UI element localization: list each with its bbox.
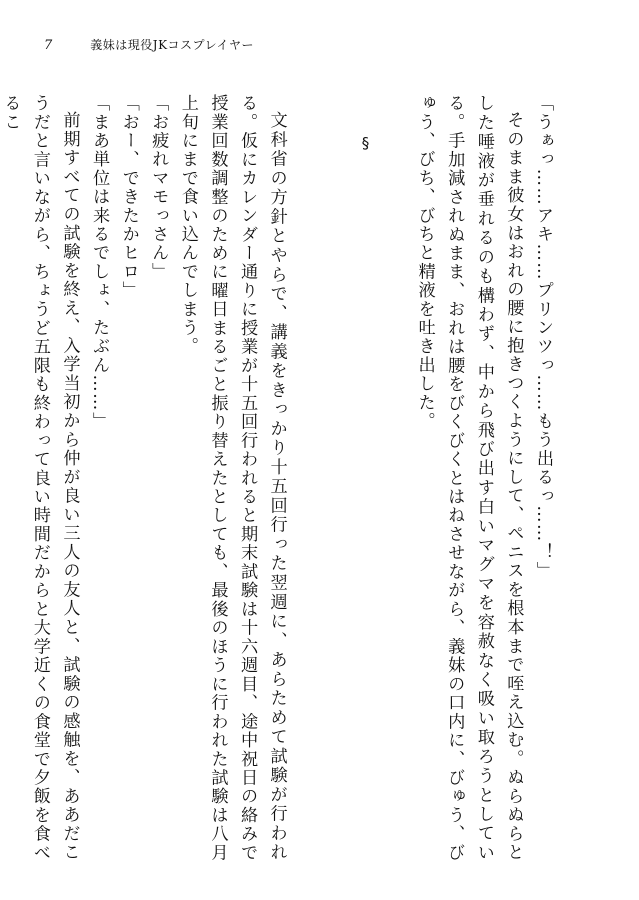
dialogue-line: 「お疲れマモっさん」 xyxy=(148,94,169,281)
page-number: 7 xyxy=(44,38,53,53)
narration-paragraph: そのまま彼女はおれの腰に抱きつくようにして、ペニスを根本まで咥え込む。ぬらぬらとした唾液が垂れるのも構わず、中から飛び出す白いマグマを容赦なく吸い取ろうとしている。手加減されぬまま、おれは腰をびくびくとはねさせながら、義妹の口内に、びゅう、びゅう、びち、びちと精液を吐き出した。 xyxy=(414,94,524,862)
scene-break-mark: § xyxy=(356,134,375,154)
dialogue-line: 「おー、できたかヒロ」 xyxy=(118,94,139,300)
vertical-body-text xyxy=(0,94,557,862)
page-header xyxy=(44,34,254,56)
dialogue-line: 「うぁっ……アキ……プリンツっ……もう出るっ……！」 xyxy=(533,94,553,581)
book-title: 義妹は現役JKコスプレイヤー xyxy=(90,38,254,52)
dialogue-line: 「まあ単位は来るでしょ、たぶん……」 xyxy=(89,94,110,431)
narration-paragraph: 文科省の方針とやらで、講義をきっかり十五回行った翌週に、あらためて試験が行われる。仮にカレンダー通りに授業が十五回行われると期末試験は十六週目、途中祝日の絡みで授業回数調整のために曜日まるごと振り替えたとしても、最後のほうに行われた試験は八月上旬にまで食い込んでしまう。 xyxy=(177,94,287,862)
blank-line xyxy=(291,94,321,862)
blank-line xyxy=(379,94,409,862)
narration-paragraph: 前期すべての試験を終え、入学当初から仲が良い三人の友人と、試験の感触を、ああだこうだと言いながら、ちょうど五限も終わって良い時間だからと大学近くの食堂で夕飯を食べるこ xyxy=(0,94,80,862)
scene-break xyxy=(350,94,380,862)
